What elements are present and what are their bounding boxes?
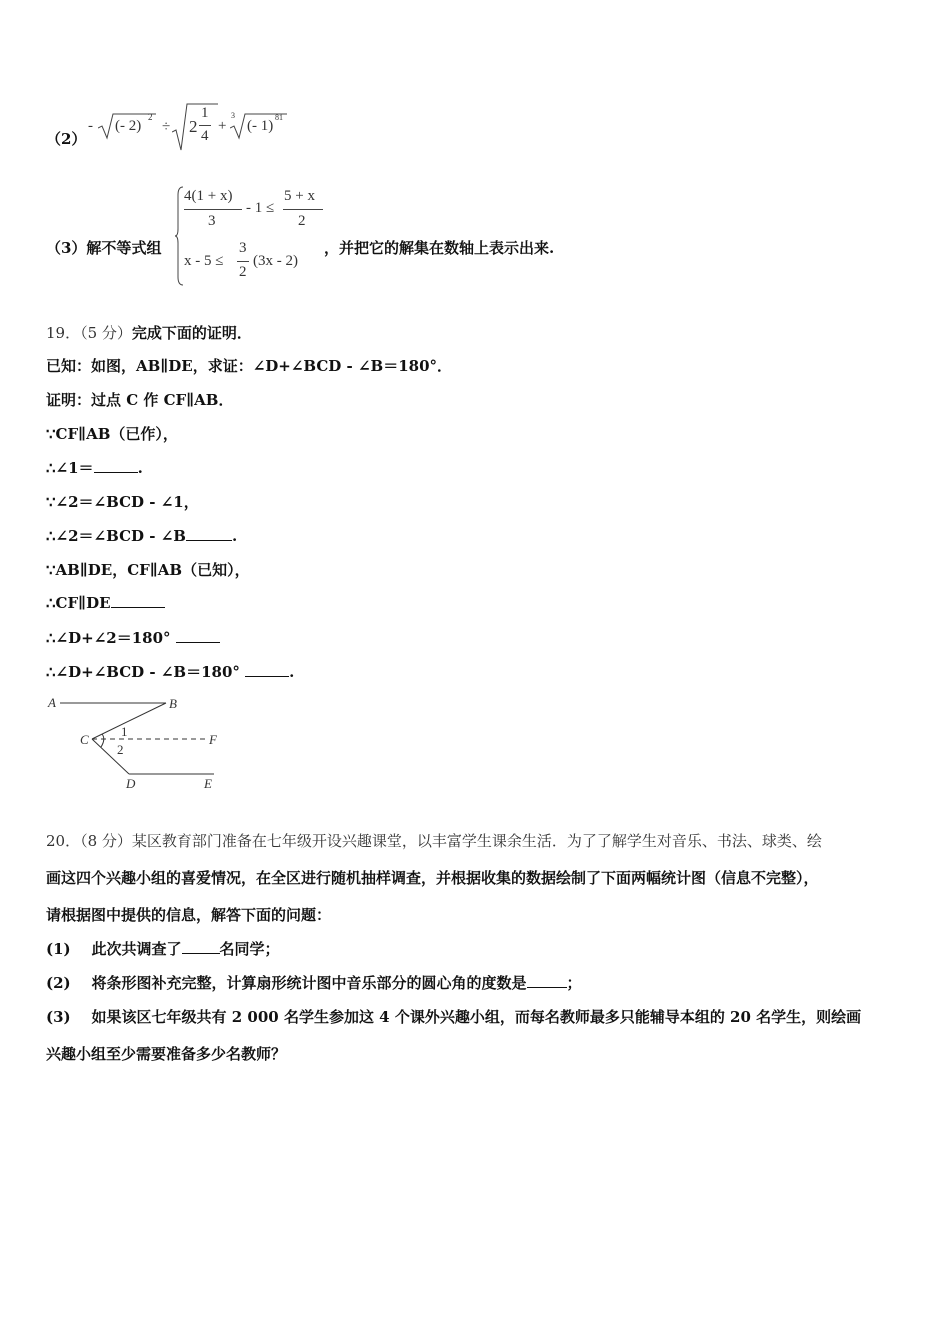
question-2: [46, 972, 582, 993]
answer-blank-2[interactable]: [186, 526, 232, 541]
proof-step-1: ∵CF∥AB（已作），: [46, 425, 178, 443]
question-3: [46, 1006, 861, 1027]
proof-step-5: ∵AB∥DE，CF∥AB（已知），: [46, 561, 250, 579]
q2-label: (2): [46, 974, 71, 992]
problem19-header: [46, 322, 252, 343]
sqrt1-inner: (- 2): [115, 118, 142, 134]
proof-step-8: [46, 661, 294, 682]
problem19-given: 已知：如图，AB∥DE，求证：∠D+∠BCD - ∠B＝180°．: [46, 357, 453, 375]
label-angle-2: 2: [117, 742, 124, 757]
answer-blank-q1[interactable]: [182, 939, 220, 954]
question-3-continued: 兴趣小组至少需要准备多少名教师？: [46, 1045, 287, 1063]
ineq1-right-denominator: 2: [298, 213, 306, 229]
label-d: D: [126, 776, 136, 791]
problem20-line1: [46, 830, 822, 851]
question-1: [46, 938, 280, 959]
label-e: E: [204, 776, 212, 791]
cbrt-inner: (- 1): [247, 118, 274, 134]
label-f: F: [209, 732, 217, 747]
answer-blank-1[interactable]: [94, 458, 138, 473]
answer-blank-4[interactable]: [176, 628, 220, 643]
part3-suffix: ，并把它的解集在数轴上表示出来.: [324, 239, 555, 257]
proof-step-7: [46, 627, 220, 648]
inequality-system: [174, 185, 334, 287]
ineq1-numerator: 4(1 + x): [184, 188, 233, 204]
plus-sign: +: [218, 118, 227, 134]
proof-step-2: [46, 457, 143, 478]
q1-end: 名同学；: [219, 940, 280, 958]
problem19-number: 19．（5 分）: [46, 324, 132, 342]
angle-arc: [101, 734, 104, 747]
problem20-paragraph-1: 20．（8 分）某区教育部门准备在七年级开设兴趣课堂，以丰富学生课余生活．为了了解学生对音乐、书法、球类、绘: [46, 832, 822, 850]
step8-end: .: [289, 663, 295, 681]
mixed-fraction-bar: [199, 125, 211, 126]
label-b: B: [169, 696, 177, 711]
ineq1-fraction-bar: [184, 209, 242, 210]
ineq1-right-fraction-bar: [283, 209, 323, 210]
step6-text: ∴CF∥DE: [46, 594, 111, 612]
neg-sign: -: [88, 118, 93, 134]
answer-blank-5[interactable]: [245, 662, 289, 677]
answer-blank-3[interactable]: [111, 593, 165, 608]
proof-step-4: [46, 525, 237, 546]
label-a: A: [48, 695, 56, 710]
problem19-title: 完成下面的证明．: [131, 324, 252, 342]
ineq2-left: x - 5 ≤: [184, 253, 224, 269]
proof-step-3: ∵∠2＝∠BCD - ∠1，: [46, 493, 199, 511]
proof-step-6: [46, 593, 165, 612]
q2-text: 将条形图补充完整，计算扇形统计图中音乐部分的圆心角的度数是: [91, 974, 527, 992]
ineq1-middle: - 1 ≤: [246, 200, 275, 216]
part2-label: （2）: [46, 130, 87, 148]
step7-text: ∴∠D+∠2＝180°: [46, 629, 171, 647]
divide-sign: ÷: [162, 119, 171, 135]
ineq2-numerator: 3: [239, 240, 247, 256]
segment-bc: [92, 703, 166, 739]
ineq1-denominator: 3: [208, 213, 216, 229]
step4-end: .: [231, 527, 238, 545]
ineq2-denominator: 2: [239, 264, 247, 280]
mixed-whole: 2: [189, 117, 198, 136]
mixed-denominator: 4: [201, 128, 209, 144]
answer-blank-q2[interactable]: [527, 973, 567, 988]
label-angle-1: 1: [121, 724, 128, 739]
step2-text: ∴∠1＝: [46, 459, 94, 477]
sqrt1-exponent: 2: [148, 112, 153, 122]
q1-text: 此次共调查了: [91, 940, 182, 958]
step4-text: ∴∠2＝∠BCD - ∠B: [46, 527, 186, 545]
ineq2-right: (3x - 2): [253, 253, 298, 269]
problem20-line2: 画这四个兴趣小组的喜爱情况，在全区进行随机抽样调查，并根据收集的数据绘制了下面两幅统计图（信息不完整），: [46, 869, 819, 887]
q3-label: (3): [46, 1008, 71, 1026]
q3-text: 如果该区七年级共有 2 000 名学生参加这 4 个课外兴趣小组，而每名教师最多只能辅导本组的 20 名学生，则绘画: [91, 1008, 862, 1026]
q2-end: ；: [566, 974, 582, 992]
ineq2-fraction-bar: [237, 261, 249, 262]
cbrt-index: 3: [231, 111, 235, 120]
part2-expression: [88, 104, 348, 154]
geometry-figure: [44, 694, 234, 794]
part3-label: （3）解不等式组: [46, 239, 162, 257]
label-c: C: [80, 732, 89, 747]
mixed-numerator: 1: [201, 105, 209, 121]
ineq1-right-numerator: 5 + x: [284, 188, 315, 204]
cbrt-exponent: 81: [275, 113, 283, 122]
step8-text: ∴∠D+∠BCD - ∠B＝180°: [46, 663, 240, 681]
step2-end: .: [137, 459, 143, 477]
proof-start: 证明：过点 C 作 CF∥AB．: [46, 391, 234, 409]
q1-label: (1): [46, 940, 71, 958]
problem20-line3: 请根据图中提供的信息，解答下面的问题：: [46, 906, 332, 924]
